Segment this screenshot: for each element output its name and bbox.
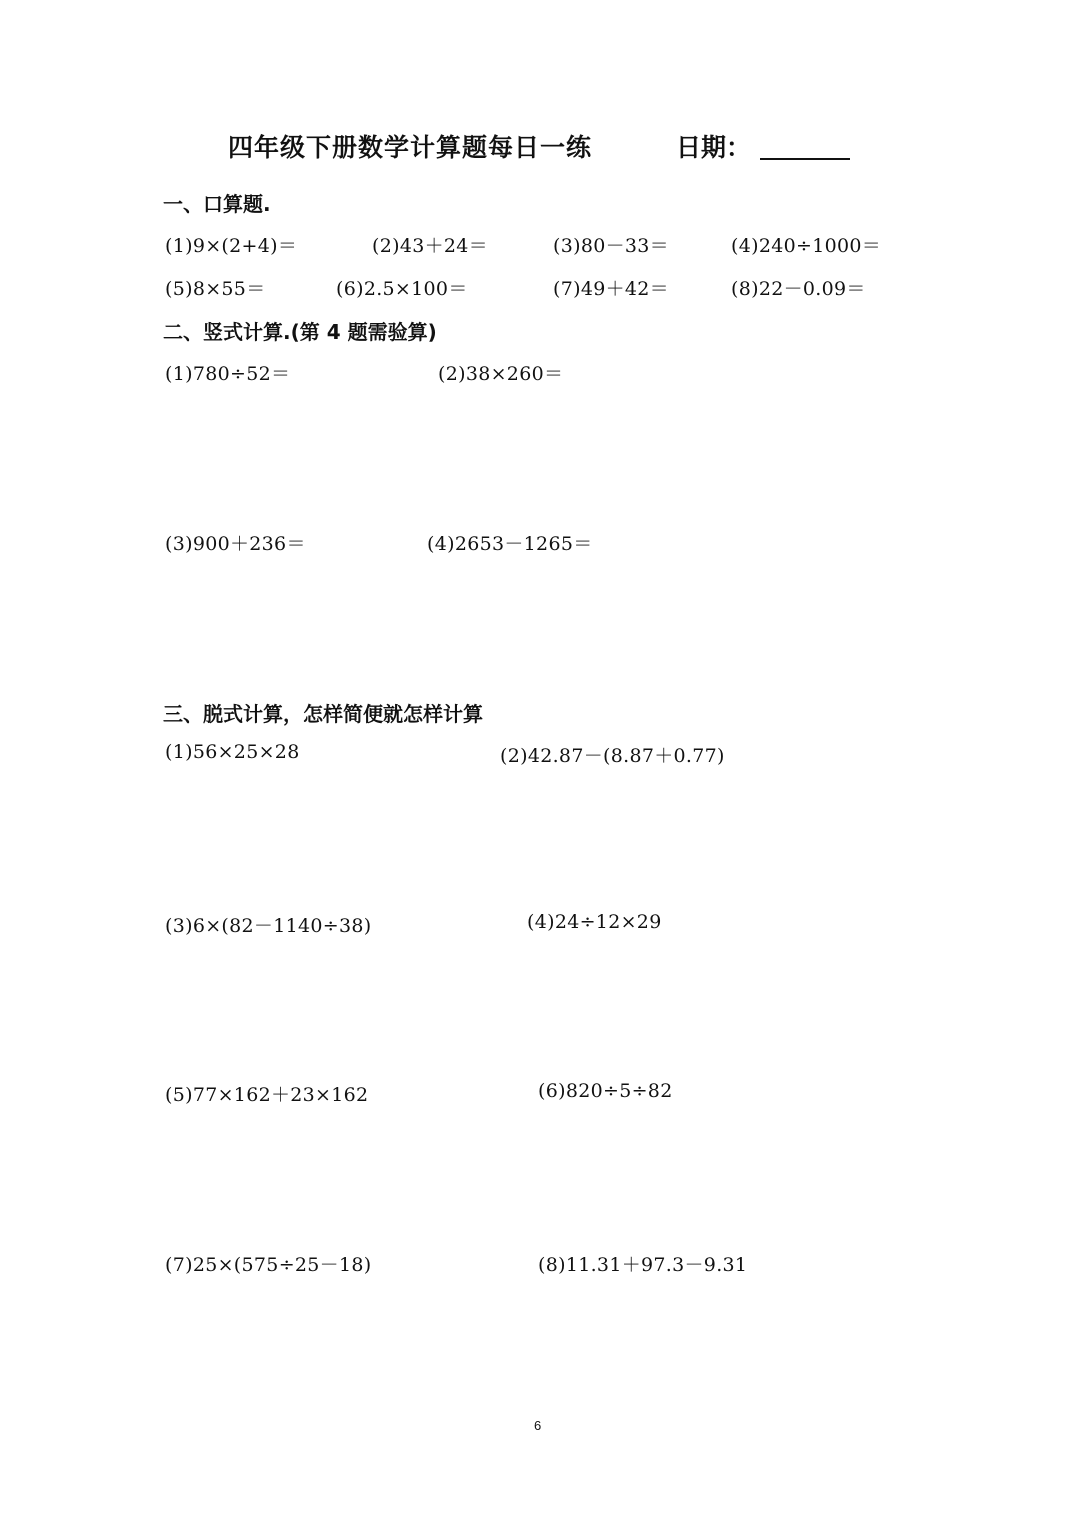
date-label: 日期： [676,133,752,162]
stepwise-question-7: (7)25×(575÷25－18) [165,1254,372,1276]
section-heading-vertical: 二、竖式计算.(第 4 题需验算) [163,320,437,344]
stepwise-question-6: (6)820÷5÷82 [538,1080,673,1102]
oral-question-4: (4)240÷1000＝ [731,235,882,257]
section-heading-stepwise: 三、脱式计算，怎样简便就怎样计算 [163,702,483,726]
oral-question-1: (1)9×(2+4)＝ [165,235,298,257]
stepwise-question-1: (1)56×25×28 [165,741,300,763]
date-blank-line[interactable] [760,158,850,160]
oral-question-7: (7)49＋42＝ [553,278,669,300]
stepwise-question-2: (2)42.87－(8.87＋0.77) [500,745,725,767]
stepwise-question-5: (5)77×162＋23×162 [165,1084,369,1106]
oral-question-2: (2)43＋24＝ [372,235,488,257]
oral-question-5: (5)8×55＝ [165,278,266,300]
vertical-question-3: (3)900＋236＝ [165,533,306,555]
oral-question-3: (3)80－33＝ [553,235,669,257]
page-number: 6 [534,1418,542,1433]
oral-question-8: (8)22－0.09＝ [731,278,866,300]
stepwise-question-3: (3)6×(82－1140÷38) [165,915,372,937]
vertical-question-2: (2)38×260＝ [438,363,564,385]
vertical-question-4: (4)2653－1265＝ [427,533,593,555]
stepwise-question-4: (4)24÷12×29 [527,911,662,933]
stepwise-question-8: (8)11.31＋97.3－9.31 [538,1254,748,1276]
oral-question-6: (6)2.5×100＝ [336,278,468,300]
section-heading-oral: 一、口算题. [163,192,271,216]
page-title: 四年级下册数学计算题每日一练 [228,133,593,162]
vertical-question-1: (1)780÷52＝ [165,363,291,385]
